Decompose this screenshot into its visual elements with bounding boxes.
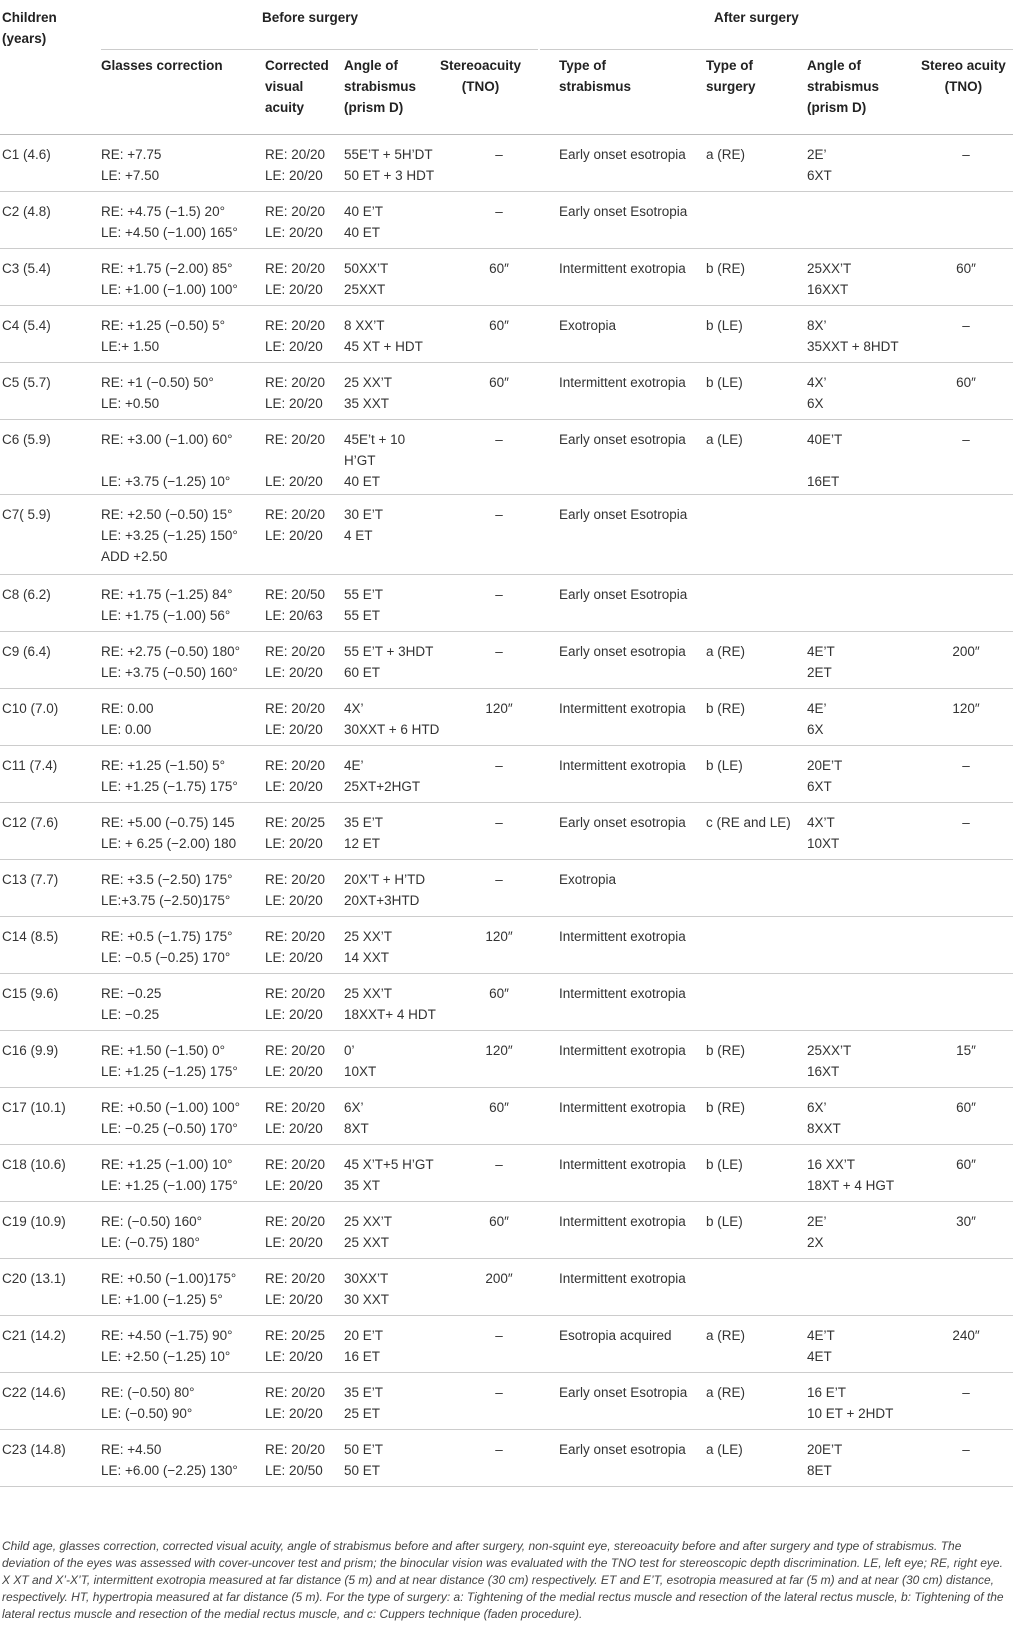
stereoacuity-before-cell: 200″ [485,1271,513,1286]
angle-after-cell: 20E’T 6XT [807,758,843,794]
visual-acuity-cell: RE: 20/20 LE: 20/20 [265,1271,326,1307]
patient-id-cell: C13 (7.7) [2,872,59,887]
stereoacuity-after-cell: – [962,432,970,447]
table-row [0,1145,1013,1202]
surgery-type-cell: b (LE) [706,1214,743,1229]
visual-acuity-cell: RE: 20/20 LE: 20/20 [265,644,326,680]
header-type-of-surgery: Type of surgery [706,58,756,94]
stereoacuity-before-cell: – [495,815,503,830]
angle-after-cell: 4E’T 2ET [807,644,835,680]
patient-id-cell: C5 (5.7) [2,375,51,390]
glasses-correction-cell: RE: (−0.50) 80° LE: (−0.50) 90° [101,1385,195,1421]
surgery-type-cell: c (RE and LE) [706,815,791,830]
strabismus-type-cell: Early onset esotropia [559,1442,686,1457]
angle-after-cell: 4E’ 6X [807,701,827,737]
glasses-correction-cell: RE: +0.50 (−1.00)175° LE: +1.00 (−1.25) 5° [101,1271,237,1307]
surgery-type-cell: a (LE) [706,432,743,447]
stereoacuity-before-cell: 120″ [485,701,513,716]
surgery-type-cell: a (LE) [706,1442,743,1457]
table-row [0,1430,1013,1487]
angle-before-cell: 4X’ 30XXT + 6 HTD [344,701,440,737]
header-angle-before: Angle of strabismus (prism D) [344,58,417,115]
stereoacuity-after-cell: – [962,147,970,162]
stereoacuity-before-cell: – [495,507,503,522]
glasses-correction-cell: RE: +4.75 (−1.5) 20° LE: +4.50 (−1.00) 165° [101,204,238,240]
surgery-type-cell: b (RE) [706,701,746,716]
header-before-surgery: Before surgery [262,10,359,25]
stereoacuity-before-cell: – [495,644,503,659]
visual-acuity-cell: RE: 20/50 LE: 20/63 [265,587,326,623]
table-row [0,575,1013,632]
stereoacuity-after-cell: 60″ [956,261,976,276]
patient-id-cell: C7( 5.9) [2,507,51,522]
angle-after-cell: 4X’ 6X [807,375,827,411]
strabismus-type-cell: Intermittent exotropia [559,1271,686,1286]
header-corrected-visual-acuity: Corrected visual acuity [265,58,329,115]
glasses-correction-cell: RE: (−0.50) 160° LE: (−0.75) 180° [101,1214,203,1250]
strabismus-type-cell: Intermittent exotropia [559,261,686,276]
stereoacuity-before-cell: 60″ [489,375,509,390]
stereoacuity-after-cell: – [962,318,970,333]
table-row [0,192,1013,249]
angle-before-cell: 50XX’T 25XXT [344,261,389,297]
angle-after-cell: 20E’T 8ET [807,1442,843,1478]
stereoacuity-before-cell: – [495,1385,503,1400]
table-row [0,495,1013,575]
visual-acuity-cell: RE: 20/25 LE: 20/20 [265,1328,326,1364]
stereoacuity-after-cell: 60″ [956,375,976,390]
glasses-correction-cell: RE: +1.25 (−1.00) 10° LE: +1.25 (−1.00) 175° [101,1157,238,1193]
patient-id-cell: C10 (7.0) [2,701,59,716]
patient-id-cell: C22 (14.6) [2,1385,66,1400]
surgery-type-cell: b (RE) [706,1100,746,1115]
strabismus-type-cell: Intermittent exotropia [559,1157,686,1172]
strabismus-type-cell: Intermittent exotropia [559,375,686,390]
strabismus-type-cell: Intermittent exotropia [559,986,686,1001]
patient-id-cell: C19 (10.9) [2,1214,66,1229]
angle-before-cell: 25 XX’T 35 XXT [344,375,393,411]
visual-acuity-cell: RE: 20/20 LE: 20/20 [265,318,326,354]
stereoacuity-before-cell: – [495,1442,503,1457]
strabismus-type-cell: Early onset esotropia [559,147,686,162]
table-row [0,974,1013,1031]
angle-before-cell: 35 E’T 12 ET [344,815,384,851]
table-row [0,1202,1013,1259]
patient-id-cell: C14 (8.5) [2,929,59,944]
angle-before-cell: 30 E’T 4 ET [344,507,384,543]
angle-before-cell: 20 E’T 16 ET [344,1328,384,1364]
patient-id-cell: C2 (4.8) [2,204,51,219]
stereoacuity-after-cell: 240″ [952,1328,980,1343]
stereoacuity-after-cell: 200″ [952,644,980,659]
patient-id-cell: C9 (6.4) [2,644,51,659]
table-header [0,0,1013,135]
strabismus-type-cell: Early onset esotropia [559,432,686,447]
glasses-correction-cell: RE: +2.75 (−0.50) 180° LE: +3.75 (−0.50) 160° [101,644,240,680]
visual-acuity-cell: RE: 20/20 LE: 20/20 [265,261,326,297]
table-row [0,420,1013,495]
surgery-type-cell: a (RE) [706,147,746,162]
angle-before-cell: 25 XX’T 25 XXT [344,1214,393,1250]
table-row [0,306,1013,363]
glasses-correction-cell: RE: +3.00 (−1.00) 60° LE: +3.75 (−1.25) 10° [101,432,233,489]
visual-acuity-cell: RE: 20/20 LE: 20/50 [265,1442,326,1478]
visual-acuity-cell: RE: 20/20 LE: 20/20 [265,1214,326,1250]
table-row [0,689,1013,746]
angle-after-cell: 6X’ 8XXT [807,1100,841,1136]
header-stereoacuity-after: Stereo acuity (TNO) [921,58,1006,94]
angle-before-cell: 25 XX’T 14 XXT [344,929,393,965]
visual-acuity-cell: RE: 20/20 LE: 20/20 [265,432,326,489]
stereoacuity-after-cell: 60″ [956,1157,976,1172]
before-surgery-rule [101,49,538,50]
angle-before-cell: 35 E’T 25 ET [344,1385,384,1421]
angle-before-cell: 45 X’T+5 H’GT 35 XT [344,1157,434,1193]
angle-after-cell: 4E’T 4ET [807,1328,835,1364]
visual-acuity-cell: RE: 20/20 LE: 20/20 [265,1100,326,1136]
angle-after-cell: 40E’T 16ET [807,432,843,489]
table-row [0,917,1013,974]
stereoacuity-before-cell: 60″ [489,1214,509,1229]
strabismus-type-cell: Exotropia [559,872,617,887]
surgery-type-cell: a (RE) [706,1385,746,1400]
visual-acuity-cell: RE: 20/20 LE: 20/20 [265,986,326,1022]
table-row [0,632,1013,689]
strabismus-type-cell: Intermittent exotropia [559,1100,686,1115]
table-row [0,363,1013,420]
strabismus-type-cell: Early onset esotropia [559,644,686,659]
strabismus-type-cell: Early onset esotropia [559,815,686,830]
stereoacuity-after-cell: 30″ [956,1214,976,1229]
angle-before-cell: 40 E’T 40 ET [344,204,384,240]
stereoacuity-before-cell: 60″ [489,318,509,333]
patient-id-cell: C3 (5.4) [2,261,51,276]
patient-id-cell: C8 (6.2) [2,587,51,602]
glasses-correction-cell: RE: +1.25 (−0.50) 5° LE:+ 1.50 [101,318,225,354]
table-row [0,860,1013,917]
header-glasses-correction: Glasses correction [101,58,223,73]
stereoacuity-after-cell: – [962,758,970,773]
surgery-type-cell: a (RE) [706,1328,746,1343]
strabismus-type-cell: Early onset Esotropia [559,507,688,522]
stereoacuity-before-cell: – [495,872,503,887]
visual-acuity-cell: RE: 20/20 LE: 20/20 [265,701,326,737]
visual-acuity-cell: RE: 20/20 LE: 20/20 [265,758,326,794]
table-footnote: Child age, glasses correction, corrected visual acuity, angle of strabismus before and after surgery, non-squint eye, stereoacuity before and after surgery and type of strabismus. The deviation of the eyes was assessed with cover-uncover test and prism; the binocular vision was evaluated with the TNO test for stereoscopic depth discrimination. LE, left eye; RE, right eye. X XT and X’-X’T, intermittent exotropia measured at far distance (5 m) and at near distance (30 cm) respectively. ET and E’T, esotropia measured at far (5 m) and at near (30 cm) distance, respectively. HT, hypertropia measured at far distance (5 m). For the type of surgery: a: Tightening of the medial rectus muscle and resection of the lateral rectus muscle, b: Tightening of the lateral rectus muscle and resection of the medial rectus muscle, and c: Cuppers technique (faden procedure). [2,1539,1004,1621]
strabismus-type-cell: Intermittent exotropia [559,701,686,716]
strabismus-type-cell: Intermittent exotropia [559,1043,686,1058]
glasses-correction-cell: RE: +0.5 (−1.75) 175° LE: −0.5 (−0.25) 170° [101,929,233,965]
patient-id-cell: C21 (14.2) [2,1328,66,1343]
angle-after-cell: 16 XX’T 18XT + 4 HGT [807,1157,895,1193]
stereoacuity-after-cell: 15″ [956,1043,976,1058]
patient-id-cell: C6 (5.9) [2,432,51,447]
header-stereoacuity-before: Stereoacuity (TNO) [440,58,522,94]
surgery-type-cell: b (RE) [706,261,746,276]
header-type-of-strabismus: Type of strabismus [559,58,632,94]
glasses-correction-cell: RE: +1.50 (−1.50) 0° LE: +1.25 (−1.25) 175° [101,1043,238,1079]
stereoacuity-after-cell: – [962,1385,970,1400]
stereoacuity-before-cell: – [495,147,503,162]
surgery-type-cell: b (RE) [706,1043,746,1058]
table-row [0,1259,1013,1316]
strabismus-type-cell: Exotropia [559,318,617,333]
strabismus-type-cell: Esotropia acquired [559,1328,672,1343]
angle-before-cell: 50 E’T 50 ET [344,1442,384,1478]
glasses-correction-cell: RE: +4.50 (−1.75) 90° LE: +2.50 (−1.25) 10° [101,1328,233,1364]
stereoacuity-after-cell: – [962,815,970,830]
stereoacuity-before-cell: 60″ [489,986,509,1001]
stereoacuity-before-cell: 60″ [489,1100,509,1115]
angle-before-cell: 55E’T + 5H’DT 50 ET + 3 HDT [344,147,435,183]
patient-id-cell: C18 (10.6) [2,1157,66,1172]
patient-id-cell: C23 (14.8) [2,1442,66,1457]
visual-acuity-cell: RE: 20/20 LE: 20/20 [265,1385,326,1421]
table-row [0,1031,1013,1088]
stereoacuity-before-cell: – [495,1157,503,1172]
surgery-type-cell: b (LE) [706,1157,743,1172]
table-row [0,1316,1013,1373]
angle-before-cell: 6X’ 8XT [344,1100,369,1136]
surgery-type-cell: b (LE) [706,375,743,390]
surgery-type-cell: b (LE) [706,758,743,773]
patient-id-cell: C4 (5.4) [2,318,51,333]
stereoacuity-before-cell: – [495,1328,503,1343]
glasses-correction-cell: RE: +4.50 LE: +6.00 (−2.25) 130° [101,1442,238,1478]
visual-acuity-cell: RE: 20/20 LE: 20/20 [265,507,326,543]
header-angle-after: Angle of strabismus (prism D) [807,58,880,115]
angle-after-cell: 4X’T 10XT [807,815,840,851]
strabismus-type-cell: Intermittent exotropia [559,1214,686,1229]
visual-acuity-cell: RE: 20/20 LE: 20/20 [265,204,326,240]
patient-id-cell: C12 (7.6) [2,815,59,830]
glasses-correction-cell: RE: +1.75 (−1.25) 84° LE: +1.75 (−1.00) 56° [101,587,233,623]
glasses-correction-cell: RE: +2.50 (−0.50) 15° LE: +3.25 (−1.25) 150° ADD +2.50 [101,507,238,564]
stereoacuity-before-cell: 60″ [489,261,509,276]
angle-before-cell: 30XX’T 30 XXT [344,1271,390,1307]
glasses-correction-cell: RE: 0.00 LE: 0.00 [101,701,154,737]
stereoacuity-before-cell: – [495,432,503,447]
angle-before-cell: 8 XX’T 45 XT + HDT [344,318,423,354]
header-children: Children (years) [2,10,57,46]
glasses-correction-cell: RE: +1.75 (−2.00) 85° LE: +1.00 (−1.00) 100° [101,261,238,297]
visual-acuity-cell: RE: 20/20 LE: 20/20 [265,1157,326,1193]
glasses-correction-cell: RE: +1 (−0.50) 50° LE: +0.50 [101,375,214,411]
patient-id-cell: C16 (9.9) [2,1043,59,1058]
stereoacuity-before-cell: 120″ [485,1043,513,1058]
table-row [0,135,1013,192]
visual-acuity-cell: RE: 20/25 LE: 20/20 [265,815,326,851]
angle-after-cell: 16 E’T 10 ET + 2HDT [807,1385,894,1421]
strabismus-type-cell: Intermittent exotropia [559,758,686,773]
patient-id-cell: C15 (9.6) [2,986,59,1001]
angle-after-cell: 8X’ 35XXT + 8HDT [807,318,899,354]
stereoacuity-before-cell: 120″ [485,929,513,944]
table-row [0,1088,1013,1145]
glasses-correction-cell: RE: +3.5 (−2.50) 175° LE:+3.75 (−2.50)175° [101,872,233,908]
stereoacuity-after-cell: 120″ [952,701,980,716]
after-surgery-rule [540,49,1013,50]
glasses-correction-cell: RE: +1.25 (−1.50) 5° LE: +1.25 (−1.75) 175° [101,758,238,794]
patient-id-cell: C17 (10.1) [2,1100,66,1115]
header-after-surgery: After surgery [714,10,799,25]
visual-acuity-cell: RE: 20/20 LE: 20/20 [265,872,326,908]
angle-after-cell: 25XX’T 16XXT [807,261,852,297]
angle-before-cell: 20X’T + H’TD 20XT+3HTD [344,872,426,908]
patient-id-cell: C20 (13.1) [2,1271,66,1286]
angle-before-cell: 25 XX’T 18XXT+ 4 HDT [344,986,436,1022]
strabismus-type-cell: Intermittent exotropia [559,929,686,944]
glasses-correction-cell: RE: +0.50 (−1.00) 100° LE: −0.25 (−0.50) 170° [101,1100,240,1136]
strabismus-type-cell: Early onset Esotropia [559,204,688,219]
stereoacuity-before-cell: – [495,204,503,219]
angle-after-cell: 25XX’T 16XT [807,1043,852,1079]
angle-before-cell: 55 E’T 55 ET [344,587,384,623]
stereoacuity-after-cell: – [962,1442,970,1457]
angle-before-cell: 0’ 10XT [344,1043,377,1079]
visual-acuity-cell: RE: 20/20 LE: 20/20 [265,929,326,965]
angle-before-cell: 55 E’T + 3HDT 60 ET [344,644,434,680]
stereoacuity-before-cell: – [495,758,503,773]
angle-after-cell: 2E’ 2X [807,1214,827,1250]
table-row [0,803,1013,860]
stereoacuity-after-cell: 60″ [956,1100,976,1115]
table-body [0,135,1013,1487]
glasses-correction-cell: RE: +7.75 LE: +7.50 [101,147,162,183]
table-row [0,746,1013,803]
surgery-type-cell: a (RE) [706,644,746,659]
visual-acuity-cell: RE: 20/20 LE: 20/20 [265,1043,326,1079]
patient-id-cell: C11 (7.4) [2,758,58,773]
stereoacuity-before-cell: – [495,587,503,602]
glasses-correction-cell: RE: −0.25 LE: −0.25 [101,986,162,1022]
visual-acuity-cell: RE: 20/20 LE: 20/20 [265,147,326,183]
angle-before-cell: 45E’t + 10 H’GT 40 ET [344,432,406,489]
table-row [0,249,1013,306]
table-row [0,1373,1013,1430]
angle-before-cell: 4E’ 25XT+2HGT [344,758,421,794]
glasses-correction-cell: RE: +5.00 (−0.75) 145 LE: + 6.25 (−2.00) 180 [101,815,237,851]
strabismus-type-cell: Early onset Esotropia [559,587,688,602]
visual-acuity-cell: RE: 20/20 LE: 20/20 [265,375,326,411]
angle-after-cell: 2E’ 6XT [807,147,832,183]
surgery-type-cell: b (LE) [706,318,743,333]
strabismus-type-cell: Early onset Esotropia [559,1385,688,1400]
patient-id-cell: C1 (4.6) [2,147,51,162]
